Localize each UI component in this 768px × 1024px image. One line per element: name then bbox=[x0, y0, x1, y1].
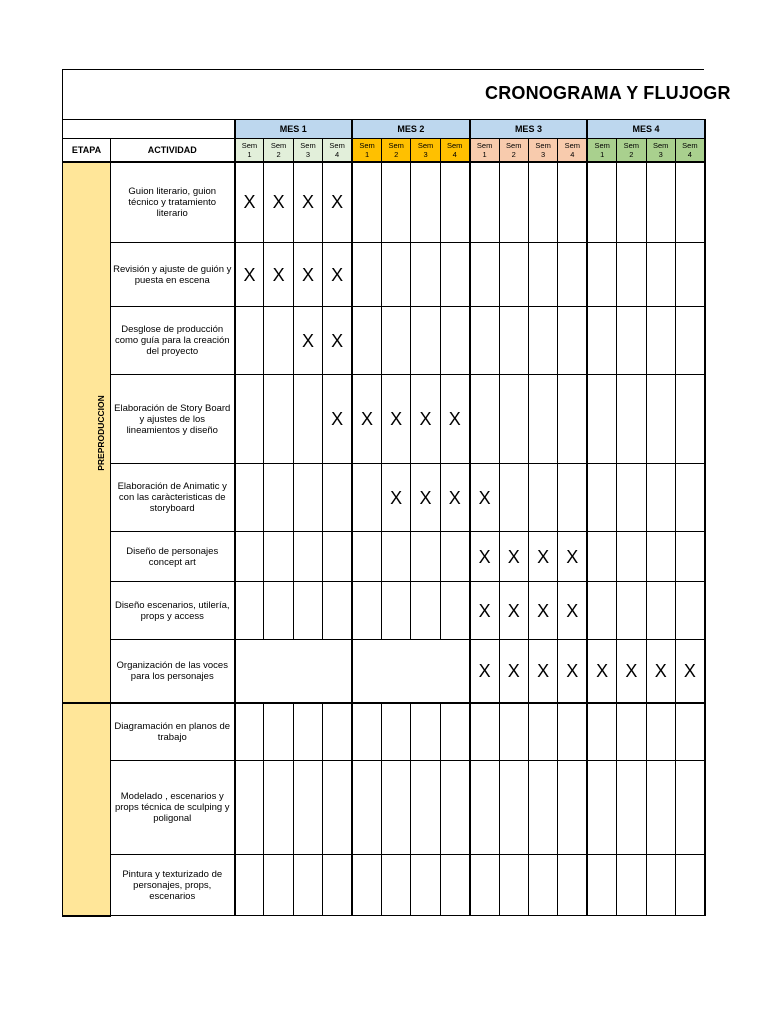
schedule-empty-cell bbox=[264, 532, 293, 582]
schedule-mark-cell: X bbox=[470, 464, 499, 532]
schedule-empty-cell bbox=[617, 307, 646, 375]
stage-cell bbox=[63, 703, 111, 916]
schedule-empty-cell bbox=[646, 855, 675, 916]
week-number: 1 bbox=[247, 149, 252, 159]
schedule-empty-cell bbox=[587, 375, 616, 464]
schedule-empty-cell bbox=[499, 243, 528, 307]
schedule-empty-cell bbox=[528, 307, 557, 375]
table-row bbox=[63, 532, 705, 582]
activity-cell: Diagramación en planos de trabajo bbox=[111, 703, 235, 761]
schedule-empty-cell bbox=[235, 464, 264, 532]
schedule-mark-cell: X bbox=[528, 640, 557, 703]
table-row bbox=[63, 582, 705, 640]
schedule-empty-cell bbox=[470, 307, 499, 375]
schedule-empty-cell bbox=[264, 761, 293, 855]
schedule-empty-cell bbox=[646, 532, 675, 582]
week-word: Sem bbox=[270, 140, 287, 150]
table-row bbox=[63, 464, 705, 532]
schedule-empty-cell bbox=[499, 703, 528, 761]
schedule-empty-cell bbox=[352, 162, 381, 243]
schedule-mark-cell: X bbox=[381, 464, 410, 532]
week-number: 3 bbox=[658, 149, 663, 159]
month-header: MES 3 bbox=[470, 120, 588, 139]
schedule-empty-cell bbox=[323, 582, 352, 640]
activity-cell: Guion literario, guion técnico y tratamiento literario bbox=[111, 162, 235, 243]
schedule-empty-cell bbox=[675, 243, 704, 307]
schedule-empty-cell bbox=[646, 582, 675, 640]
schedule-empty-cell bbox=[381, 532, 410, 582]
header-blank bbox=[63, 120, 235, 139]
schedule-empty-cell bbox=[499, 375, 528, 464]
schedule-empty-cell bbox=[646, 761, 675, 855]
schedule-empty-cell bbox=[352, 582, 381, 640]
schedule-mark-cell: X bbox=[558, 582, 587, 640]
month-header: MES 1 bbox=[235, 120, 353, 139]
schedule-mark-cell: X bbox=[381, 375, 410, 464]
schedule-empty-cell bbox=[499, 162, 528, 243]
week-number: 1 bbox=[600, 149, 605, 159]
week-word: Sem bbox=[594, 140, 610, 150]
schedule-empty-cell bbox=[528, 464, 557, 532]
schedule-empty-cell bbox=[440, 582, 469, 640]
schedule-empty-cell bbox=[587, 532, 616, 582]
week-header bbox=[264, 139, 293, 162]
schedule-empty-cell bbox=[646, 375, 675, 464]
schedule-empty-cell bbox=[264, 703, 293, 761]
schedule-mark-cell: X bbox=[323, 307, 352, 375]
schedule-empty-cell bbox=[352, 243, 381, 307]
schedule-empty-cell bbox=[293, 855, 322, 916]
schedule-empty-cell bbox=[235, 761, 264, 855]
week-word: Sem bbox=[682, 140, 698, 150]
schedule-empty-cell bbox=[323, 761, 352, 855]
schedule-empty-cell bbox=[352, 532, 381, 582]
week-header bbox=[411, 139, 440, 162]
schedule-empty-cell bbox=[235, 703, 264, 761]
week-header bbox=[587, 139, 616, 162]
schedule-mark-cell: X bbox=[293, 162, 322, 243]
schedule-empty-cell bbox=[440, 761, 469, 855]
schedule-empty-cell bbox=[617, 703, 646, 761]
schedule-empty-cell bbox=[470, 703, 499, 761]
schedule-empty-cell bbox=[440, 243, 469, 307]
schedule-grid bbox=[62, 119, 706, 917]
schedule-empty-cell bbox=[470, 162, 499, 243]
schedule-empty-cell bbox=[558, 375, 587, 464]
week-word: Sem bbox=[359, 140, 375, 150]
schedule-empty-cell bbox=[675, 162, 704, 243]
schedule-empty-cell bbox=[264, 375, 293, 464]
week-number: 4 bbox=[570, 149, 575, 159]
week-number: 2 bbox=[511, 149, 516, 159]
schedule-mark-cell: X bbox=[617, 640, 646, 703]
activity-column-header: ACTIVIDAD bbox=[111, 139, 235, 162]
table-row bbox=[63, 855, 705, 916]
schedule-empty-cell bbox=[587, 243, 616, 307]
schedule-empty-cell bbox=[587, 761, 616, 855]
merged-empty-cell bbox=[352, 640, 470, 703]
schedule-empty-cell bbox=[235, 307, 264, 375]
week-number: 2 bbox=[629, 149, 634, 159]
schedule-mark-cell: X bbox=[499, 532, 528, 582]
week-header bbox=[558, 139, 587, 162]
page-title: CRONOGRAMA Y FLUJOGR bbox=[485, 83, 731, 103]
schedule-empty-cell bbox=[411, 703, 440, 761]
schedule-empty-cell bbox=[499, 761, 528, 855]
schedule-empty-cell bbox=[264, 307, 293, 375]
month-header: MES 2 bbox=[352, 120, 470, 139]
schedule-empty-cell bbox=[558, 307, 587, 375]
schedule-mark-cell: X bbox=[675, 640, 704, 703]
schedule-mark-cell: X bbox=[352, 375, 381, 464]
week-number: 3 bbox=[541, 149, 546, 159]
schedule-empty-cell bbox=[646, 307, 675, 375]
schedule-empty-cell bbox=[293, 761, 322, 855]
week-header bbox=[235, 139, 264, 162]
schedule-empty-cell bbox=[323, 532, 352, 582]
schedule-mark-cell: X bbox=[235, 243, 264, 307]
schedule-empty-cell bbox=[587, 855, 616, 916]
schedule-empty-cell bbox=[470, 375, 499, 464]
table-row bbox=[63, 375, 705, 464]
schedule-empty-cell bbox=[352, 703, 381, 761]
schedule-empty-cell bbox=[381, 307, 410, 375]
schedule-empty-cell bbox=[293, 703, 322, 761]
schedule-empty-cell bbox=[440, 855, 469, 916]
schedule-empty-cell bbox=[528, 243, 557, 307]
week-header bbox=[499, 139, 528, 162]
schedule-empty-cell bbox=[646, 464, 675, 532]
schedule-empty-cell bbox=[411, 307, 440, 375]
schedule-empty-cell bbox=[617, 243, 646, 307]
week-word: Sem bbox=[388, 140, 404, 150]
schedule-empty-cell bbox=[675, 855, 704, 916]
schedule-empty-cell bbox=[235, 582, 264, 640]
schedule-empty-cell bbox=[293, 375, 322, 464]
week-word: Sem bbox=[329, 140, 345, 150]
schedule-empty-cell bbox=[381, 761, 410, 855]
schedule-empty-cell bbox=[381, 703, 410, 761]
week-word: Sem bbox=[506, 140, 522, 150]
schedule-empty-cell bbox=[440, 703, 469, 761]
table-row bbox=[63, 307, 705, 375]
schedule-empty-cell bbox=[381, 162, 410, 243]
schedule-empty-cell bbox=[323, 464, 352, 532]
schedule-empty-cell bbox=[558, 703, 587, 761]
month-header: MES 4 bbox=[587, 120, 705, 139]
schedule-empty-cell bbox=[617, 855, 646, 916]
schedule-empty-cell bbox=[499, 307, 528, 375]
schedule-empty-cell bbox=[646, 243, 675, 307]
schedule-empty-cell bbox=[470, 855, 499, 916]
week-header bbox=[293, 139, 322, 162]
schedule-empty-cell bbox=[558, 243, 587, 307]
week-word: Sem bbox=[300, 140, 316, 150]
schedule-empty-cell bbox=[293, 582, 322, 640]
schedule-empty-cell bbox=[646, 162, 675, 243]
schedule-empty-cell bbox=[617, 761, 646, 855]
activity-cell: Elaboración de Story Board y ajustes de los lineamientos y diseño bbox=[111, 375, 235, 464]
schedule-mark-cell: X bbox=[264, 162, 293, 243]
schedule-empty-cell bbox=[411, 532, 440, 582]
week-word: Sem bbox=[535, 140, 551, 150]
schedule-empty-cell bbox=[352, 761, 381, 855]
schedule-mark-cell: X bbox=[528, 532, 557, 582]
schedule-empty-cell bbox=[675, 375, 704, 464]
schedule-mark-cell: X bbox=[499, 640, 528, 703]
activity-cell: Elaboración de Animatic y con las caràcteristicas de storyboard bbox=[111, 464, 235, 532]
schedule-empty-cell bbox=[235, 375, 264, 464]
schedule-empty-cell bbox=[352, 307, 381, 375]
schedule-empty-cell bbox=[528, 761, 557, 855]
schedule-empty-cell bbox=[528, 375, 557, 464]
activity-cell: Desglose de producción como guía para la creación del proyecto bbox=[111, 307, 235, 375]
activity-cell: Diseño de personajes concept art bbox=[111, 532, 235, 582]
schedule-empty-cell bbox=[675, 582, 704, 640]
schedule-empty-cell bbox=[440, 162, 469, 243]
week-number: 1 bbox=[482, 149, 487, 159]
week-word: Sem bbox=[476, 140, 493, 150]
schedule-empty-cell bbox=[528, 703, 557, 761]
schedule-empty-cell bbox=[381, 243, 410, 307]
schedule-empty-cell bbox=[587, 162, 616, 243]
schedule-mark-cell: X bbox=[323, 162, 352, 243]
schedule-empty-cell bbox=[411, 582, 440, 640]
week-header bbox=[381, 139, 410, 162]
schedule-empty-cell bbox=[411, 855, 440, 916]
schedule-empty-cell bbox=[617, 582, 646, 640]
schedule-empty-cell bbox=[675, 464, 704, 532]
schedule-mark-cell: X bbox=[470, 532, 499, 582]
title-band bbox=[62, 69, 731, 119]
schedule-mark-cell: X bbox=[558, 640, 587, 703]
schedule-empty-cell bbox=[675, 307, 704, 375]
schedule-empty-cell bbox=[293, 464, 322, 532]
week-header bbox=[323, 139, 352, 162]
week-word: Sem bbox=[623, 140, 640, 150]
week-number: 2 bbox=[394, 149, 399, 159]
schedule-mark-cell: X bbox=[558, 532, 587, 582]
stage-cell bbox=[63, 162, 111, 703]
schedule-empty-cell bbox=[617, 532, 646, 582]
schedule-empty-cell bbox=[264, 464, 293, 532]
schedule-empty-cell bbox=[411, 243, 440, 307]
schedule-empty-cell bbox=[381, 855, 410, 916]
schedule-empty-cell bbox=[470, 243, 499, 307]
schedule-empty-cell bbox=[264, 582, 293, 640]
activity-cell: Diseño escenarios, utilería, props y access bbox=[111, 582, 235, 640]
schedule-empty-cell bbox=[264, 855, 293, 916]
schedule-empty-cell bbox=[558, 162, 587, 243]
week-word: Sem bbox=[564, 140, 580, 150]
schedule-empty-cell bbox=[470, 761, 499, 855]
schedule-empty-cell bbox=[411, 162, 440, 243]
schedule-empty-cell bbox=[675, 703, 704, 761]
schedule-mark-cell: X bbox=[293, 307, 322, 375]
week-word: Sem bbox=[241, 140, 258, 150]
schedule-mark-cell: X bbox=[293, 243, 322, 307]
schedule-mark-cell: X bbox=[264, 243, 293, 307]
spreadsheet-sheet bbox=[62, 69, 731, 905]
schedule-mark-cell: X bbox=[528, 582, 557, 640]
schedule-mark-cell: X bbox=[470, 582, 499, 640]
schedule-empty-cell bbox=[558, 464, 587, 532]
week-number: 2 bbox=[276, 149, 281, 159]
schedule-empty-cell bbox=[617, 375, 646, 464]
schedule-empty-cell bbox=[528, 855, 557, 916]
schedule-mark-cell: X bbox=[323, 375, 352, 464]
table-row bbox=[63, 243, 705, 307]
week-number: 4 bbox=[452, 149, 457, 159]
schedule-mark-cell: X bbox=[411, 464, 440, 532]
schedule-empty-cell bbox=[440, 307, 469, 375]
schedule-empty-cell bbox=[499, 855, 528, 916]
week-header bbox=[675, 139, 704, 162]
schedule-mark-cell: X bbox=[235, 162, 264, 243]
week-header bbox=[646, 139, 675, 162]
schedule-empty-cell bbox=[587, 464, 616, 532]
week-header bbox=[617, 139, 646, 162]
activity-cell: Pintura y texturizado de personajes, props, escenarios bbox=[111, 855, 235, 916]
week-header bbox=[352, 139, 381, 162]
week-word: Sem bbox=[446, 140, 463, 150]
week-number: 3 bbox=[305, 149, 311, 159]
week-header bbox=[470, 139, 499, 162]
table-row bbox=[63, 640, 705, 703]
table-row bbox=[63, 703, 705, 761]
week-number: 4 bbox=[687, 149, 692, 159]
schedule-mark-cell: X bbox=[499, 582, 528, 640]
activity-cell: Revisión y ajuste de guión y puesta en escena bbox=[111, 243, 235, 307]
week-word: Sem bbox=[653, 140, 669, 150]
schedule-mark-cell: X bbox=[323, 243, 352, 307]
activity-cell: Modelado , escenarios y props técnica de sculping y poligonal bbox=[111, 761, 235, 855]
week-header bbox=[440, 139, 469, 162]
schedule-mark-cell: X bbox=[440, 464, 469, 532]
schedule-mark-cell: X bbox=[411, 375, 440, 464]
stage-label: PREPRODUCCION bbox=[95, 395, 106, 471]
week-header bbox=[528, 139, 557, 162]
week-number: 4 bbox=[335, 149, 340, 159]
schedule-empty-cell bbox=[528, 162, 557, 243]
schedule-empty-cell bbox=[558, 855, 587, 916]
schedule-empty-cell bbox=[440, 532, 469, 582]
schedule-empty-cell bbox=[617, 464, 646, 532]
schedule-empty-cell bbox=[323, 855, 352, 916]
schedule-empty-cell bbox=[675, 761, 704, 855]
schedule-empty-cell bbox=[558, 761, 587, 855]
stage-column-header: ETAPA bbox=[63, 139, 111, 162]
schedule-empty-cell bbox=[617, 162, 646, 243]
schedule-empty-cell bbox=[646, 703, 675, 761]
schedule-empty-cell bbox=[499, 464, 528, 532]
schedule-empty-cell bbox=[352, 464, 381, 532]
week-number: 1 bbox=[364, 149, 370, 159]
schedule-empty-cell bbox=[411, 761, 440, 855]
schedule-empty-cell bbox=[675, 532, 704, 582]
schedule-mark-cell: X bbox=[646, 640, 675, 703]
schedule-mark-cell: X bbox=[470, 640, 499, 703]
week-word: Sem bbox=[417, 140, 434, 150]
schedule-empty-cell bbox=[381, 582, 410, 640]
schedule-mark-cell: X bbox=[440, 375, 469, 464]
week-number: 3 bbox=[423, 149, 428, 159]
schedule-empty-cell bbox=[235, 855, 264, 916]
activity-cell: Organización de las voces para los personajes bbox=[111, 640, 235, 703]
schedule-empty-cell bbox=[587, 307, 616, 375]
schedule-empty-cell bbox=[587, 703, 616, 761]
table-row bbox=[63, 162, 705, 243]
table-row bbox=[63, 761, 705, 855]
schedule-empty-cell bbox=[352, 855, 381, 916]
schedule-empty-cell bbox=[587, 582, 616, 640]
schedule-empty-cell bbox=[293, 532, 322, 582]
schedule-mark-cell: X bbox=[587, 640, 616, 703]
schedule-empty-cell bbox=[323, 703, 352, 761]
schedule-empty-cell bbox=[235, 532, 264, 582]
merged-empty-cell bbox=[235, 640, 353, 703]
